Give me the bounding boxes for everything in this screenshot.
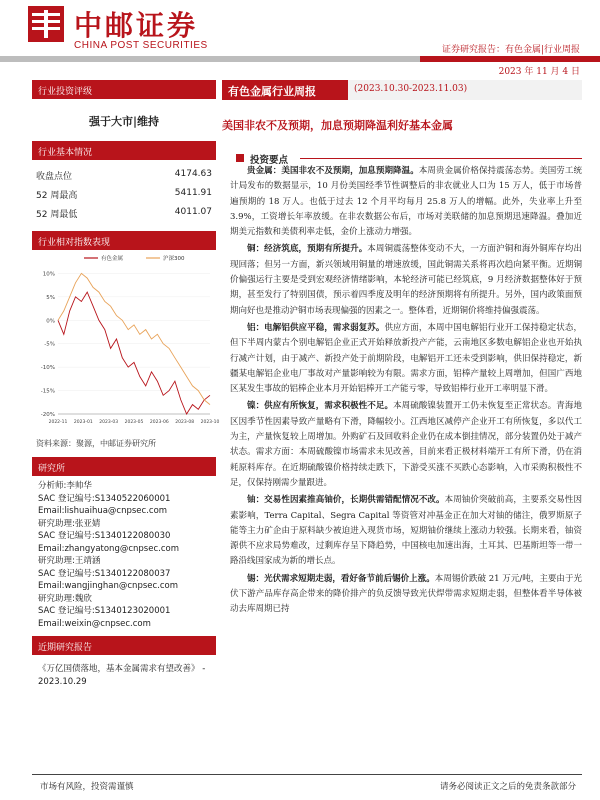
- series-line-1: [58, 273, 210, 404]
- china-post-logo-icon: [28, 6, 64, 42]
- basic-row: 52 周最低 4011.07: [36, 207, 212, 220]
- y-tick-label: -5%: [44, 341, 55, 348]
- series-line-0: [58, 292, 210, 414]
- y-tick-label: 0%: [46, 318, 55, 325]
- analyst-heading: 研究所: [32, 457, 216, 476]
- legend-label: 沪深300: [163, 256, 185, 262]
- analyst-line: 研究助理:王靖涵: [38, 556, 101, 566]
- relative-index-chart: [32, 250, 220, 436]
- main-content: [222, 80, 582, 615]
- brand-name-en: CHINA POST SECURITIES: [74, 40, 208, 51]
- industry-rating: 强于大市|维持: [88, 115, 159, 128]
- body-paragraph: [230, 493, 582, 569]
- y-tick-label: -20%: [40, 412, 55, 418]
- paragraph-lead: 铝：电解铝供应平稳，需求弱复苏。: [247, 322, 385, 333]
- date-range: (2023.10.30-2023.11.03): [354, 84, 468, 94]
- footer: [0, 772, 600, 800]
- report-body: [230, 164, 582, 620]
- y-tick-label: -10%: [40, 365, 55, 372]
- basic-row: 收盘点位 4174.63: [36, 169, 212, 182]
- analyst-line: SAC 登记编号:S1340122080037: [38, 568, 171, 579]
- analyst-line: 研究助理:张亚婧: [38, 518, 101, 529]
- analyst-list: [32, 476, 216, 636]
- brand-name: 中邮证券: [74, 9, 199, 42]
- analyst-line: 分析师:李帅华: [38, 481, 92, 491]
- paragraph-text: 供应方面，本周中国电解铝行业开工保持稳定状态，但下半周内蒙古个别电解铝企业正式开始释放新投产产能，云南地区多数电解铝企业也开始执行减产计划，由于减产、新投产处于前期阶段，电解铝开工还未受到影响，供旧保持稳定，新疆某电解铝企业电厂事故对产量影响较为有限。需求方面，铝棒产量较上周增加，但国广西地区某发生事故的铝棒企业本月开始铝棒开工产能亏零，导致铝棒行业开工率明显下滑。: [230, 322, 582, 395]
- x-tick-label: 2023-06: [149, 420, 169, 425]
- paragraph-text: 本周贵金属价格保持震荡态势。美国劳工统计局发布的数据显示，10 月份美国经季节性调整后的非农就业人口为 15 万人，低于市场普遍预期的 18 万人。也低于过去 12 个月平均每月 25.8 万人的增幅。此外，失业率上升至 3.9%，工资增长年率放缓。在非农数据公布后，市场对美联储的加息预期迅速降温。叠加近期美元指数和美债利率走低，金价上涨动力增强。: [230, 166, 582, 238]
- x-tick-label: 2023-01: [73, 420, 93, 425]
- basic-info-heading: 行业基本情况: [32, 141, 216, 160]
- paragraph-lead: 铜：经济筑底，预期有所提升。: [247, 244, 368, 255]
- report-title: 有色金属行业周报: [222, 80, 348, 100]
- y-tick-label: -15%: [40, 388, 55, 395]
- analyst-line: 研究助理:魏欣: [38, 593, 92, 604]
- paragraph-text: 本周锡价跌破 21 万元/吨，主要由于光伏下游产品库存高企带来的降价排产的负反馈导致光伏焊带需求短期走弱，但整体看半导体被动去库周期已持: [230, 573, 582, 615]
- analyst-line: SAC 登记编号:S1340122080030: [38, 531, 171, 541]
- y-tick-label: 10%: [42, 271, 55, 278]
- relative-index-chart-svg: [32, 250, 220, 436]
- paragraph-lead: 贵金属：美国非农不及预期，加息预期降温。: [247, 166, 419, 176]
- chart-source: 资料来源：聚源，中邮证券研究所: [36, 439, 156, 448]
- paragraph-text: 本周铀价突破前高，主要系交易性因素影响，Terra Capital、Segra Capital 等资管对冲基金正在加大对铀的储注，俄罗斯原子能等主力矿企由于原料缺少被迫进入现货市场，短期铀价继续上涨动力较强。长期来看，铀资源供不应求局势难改，过剩库存呈下降趋势，中国核电加速出海，土耳其、巴基斯坦等一带一路沿线国家成为新的增长点。: [230, 495, 582, 567]
- report-type: 证券研究报告：有色金属|行业周报: [441, 45, 580, 55]
- analyst-line[interactable]: Email:zhangyatong@cnpsec.com: [38, 543, 179, 554]
- analyst-line: SAC 登记编号:S1340123020001: [38, 606, 171, 616]
- x-tick-label: 2023-10: [200, 420, 220, 425]
- header-rule: [0, 56, 600, 62]
- headline: 美国非农不及预期，加息预期降温利好基本金属: [222, 119, 453, 132]
- bullet-icon: [236, 154, 244, 162]
- analyst-line: SAC 登记编号:S1340522060001: [38, 493, 171, 504]
- basic-row: 52 周最高 5411.91: [36, 188, 212, 201]
- recent-report-link[interactable]: 《万亿国债落地，基本金属需求有望改善》 - 2023.10.29: [38, 664, 206, 687]
- body-paragraph: [230, 572, 582, 618]
- paragraph-lead: 铀：交易性因素推高铀价，长期供需错配情况不改。: [247, 495, 445, 506]
- body-paragraph: [230, 164, 582, 240]
- risk-note: 市场有风险，投资需谨慎: [40, 782, 134, 792]
- analyst-line[interactable]: Email:wangjinghan@cnpsec.com: [38, 581, 179, 591]
- paragraph-text: 本周铜震荡整体变动不大，一方面沪铜和海外铜库存均出现回落；但另一方面，新兴领域用铜量的增速放缓，国此铜需关系将再次趋向紧平衡。近期铜价偏强运行主要是受到宏观经济情绪影响，本轮经济可能已经筑底，9 月经济数据整体好于预期，甚至发行了特别国债，预示着四季度及明年的经济预期将有所提升。另外，国内政策面预期向好也是推动沪铜市场表现偏强的因素之一。整体看，近期铜价将维持偏强震荡。: [230, 244, 582, 316]
- sidebar: [32, 80, 220, 697]
- report-header: [0, 0, 600, 77]
- y-tick-label: 5%: [46, 294, 55, 301]
- body-paragraph: [230, 399, 582, 491]
- performance-heading: 行业相对指数表现: [32, 231, 216, 250]
- legend-label: 有色金属: [101, 256, 124, 262]
- x-tick-label: 2023-03: [99, 420, 119, 425]
- body-paragraph: [230, 321, 582, 397]
- recent-reports-heading: 近期研究报告: [32, 636, 216, 655]
- key-points-heading: 投资要点: [222, 152, 582, 166]
- disclaimer-note: 请务必阅读正文之后的免责条款部分: [439, 782, 576, 792]
- paragraph-lead: 锡：光伏需求短期走弱，看好备节前后锡价上涨。: [247, 573, 435, 584]
- analyst-line[interactable]: Email:weixin@cnpsec.com: [38, 618, 151, 629]
- x-tick-label: 2023-08: [175, 420, 195, 425]
- paragraph-lead: 镍：供应有所恢复，需求积极性不足。: [247, 401, 394, 412]
- x-tick-label: 2023-05: [124, 420, 144, 425]
- analyst-line[interactable]: Email:lishuaihua@cnpsec.com: [38, 506, 168, 516]
- title-bar: [222, 80, 582, 100]
- paragraph-text: 本周硫酸镍装置开工仍未恢复至正常状态。青海地区因季节性因素导致产量略有下滑，降幅较小。江西地区减停产企业开工有所恢复，多以代工为主，产量恢复较上周增加。外购矿石及回收料企业仍在成本倒挂情况，部分装置仍处于减产状态。需求方面：本周硫酸镍市场需求未见改善，目前来看正极材料端开工有所下滑，仍在消耗原料库存。在近期硫酸镍价格持续走跌下，下游受买涨不买跌心态影响，入市采购积极性不足，仅保持刚需少量跟进。: [230, 401, 582, 488]
- x-tick-label: 2022-11: [48, 420, 68, 425]
- report-date: 2023 年 11 月 4 日: [498, 67, 580, 77]
- rating-heading: 行业投资评级: [32, 80, 216, 99]
- body-paragraph: [230, 242, 582, 318]
